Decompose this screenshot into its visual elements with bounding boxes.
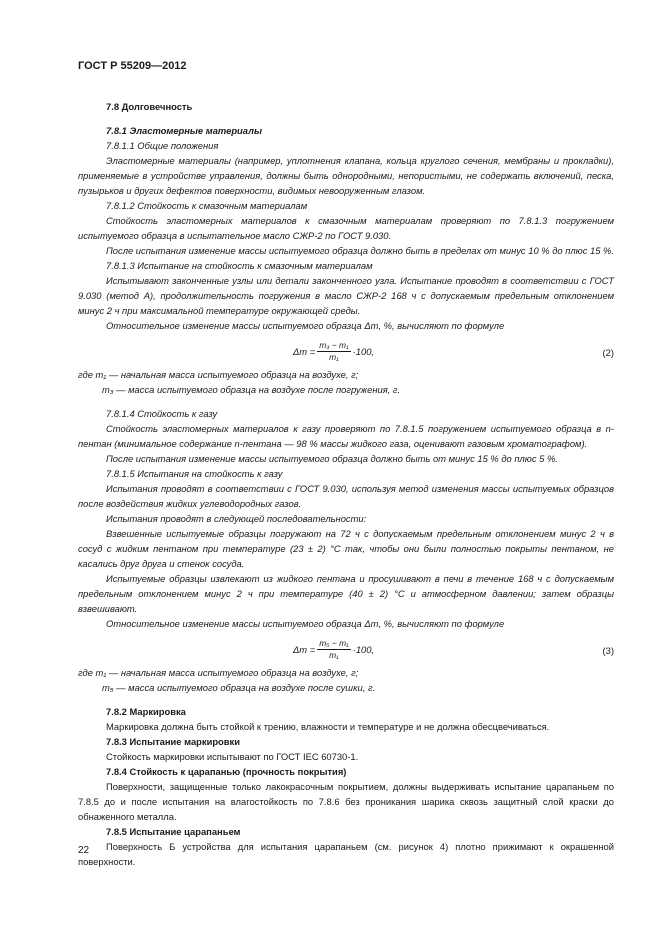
paragraph: После испытания изменение массы испытуемого образца должно быть в пределах от минус 10 % до плюс 15 %.: [106, 245, 614, 256]
paragraph: Относительное изменение массы испытуемого образца Δm, %, вычисляют по формуле: [106, 320, 505, 331]
formula-numerator: m₅ − m₁: [319, 638, 349, 648]
paragraph: Поверхности, защищенные только лакокрасочным покрытием, должны выдерживать испытание царапаньем по 7.8.5 до и после испытания на влагостойкость по 7.8.6 без проникания шарика сквозь защитный слой краски до обнаженного металла.: [78, 781, 614, 822]
section-heading: 7.8.2 Маркировка: [106, 706, 186, 717]
paragraph: Маркировка должна быть стойкой к трению, влажности и температуре и не должна обесцвечиваться.: [106, 721, 550, 732]
paragraph: Испытания проводят в следующей последовательности:: [106, 513, 367, 524]
section-heading: 7.8.4 Стойкость к царапанью (прочность покрытия): [106, 766, 347, 777]
formula-fraction: [317, 638, 351, 661]
formula-number: (3): [602, 645, 614, 656]
section-heading: 7.8 Долговечность: [106, 101, 193, 112]
formula-denominator: m₁: [329, 352, 339, 362]
section-heading: 7.8.1.2 Стойкость к смазочным материалам: [106, 200, 308, 211]
formula-fraction: [317, 340, 350, 363]
section-heading: 7.8.1.4 Стойкость к газу: [106, 408, 218, 419]
document-body: [78, 90, 614, 869]
paragraph: Испытывают законченные узлы или детали законченного узла. Испытание проводят в соответствии с ГОСТ 9.030 (метод А), продолжительность погружения в масло СЖР-2 168 ч с допускаемым предельным отклонением минус 2 ч при максимальной температуре окружающей среды.: [78, 275, 614, 316]
formula-denominator: m₁: [329, 650, 339, 660]
section-heading: 7.8.3 Испытание маркировки: [106, 736, 241, 747]
paragraph: Стойкость маркировки испытывают по ГОСТ IEC 60730-1.: [106, 751, 359, 762]
section-heading: 7.8.1.1 Общие положения: [106, 140, 219, 151]
paragraph: Поверхность Б устройства для испытания царапаньем (см. рисунок 4) плотно прижимают к окрашенной поверхности.: [78, 841, 614, 867]
paragraph: Относительное изменение массы испытуемого образца Δm, %, вычисляют по формуле: [106, 618, 505, 629]
paragraph: Стойкость эластомерных материалов к смазочным материалам проверяют по 7.8.1.3 погружением испытуемого образца в испытательное масло СЖР-2 по ГОСТ 9.030.: [78, 215, 614, 241]
section-heading: 7.8.1.5 Испытания на стойкость к газу: [106, 468, 283, 479]
paragraph: Испытания проводят в соответствии с ГОСТ 9.030, используя метод изменения массы испытуемых образцов после воздействия жидких углеводородных газов.: [78, 483, 614, 509]
paragraph: Испытуемые образцы извлекают из жидкого пентана и просушивают в печи в течение 168 ч с допускаемым предельным отклонением минус 2 ч при температуре (40 ± 2) °С и атмосферном давлении; затем образцы взвешивают.: [78, 573, 614, 614]
formula-rhs: ·100,: [352, 346, 375, 357]
document-header: ГОСТ Р 55209—2012: [78, 60, 187, 72]
formula-number: (2): [602, 347, 614, 358]
section-heading: 7.8.1.3 Испытание на стойкость к смазочным материалам: [106, 260, 373, 271]
paragraph: Стойкость эластомерных материалов к газу проверяют по 7.8.1.5 погружением испытуемого образца в n-пентан (минимальное содержание n-пентана — 98 % массы жидкого газа, оценивают газовым хроматографом).: [78, 423, 614, 449]
formula-legend: m₃ — масса испытуемого образца на воздухе после погружения, г.: [102, 384, 401, 395]
formula: [78, 337, 614, 365]
paragraph: После испытания изменение массы испытуемого образца должно быть от минус 15 % до плюс 5 %.: [106, 453, 558, 464]
section-heading: 7.8.1 Эластомерные материалы: [106, 125, 262, 136]
paragraph: Взвешенные испытуемые образцы погружают на 72 ч с допускаемым предельным отклонением минус 2 ч в сосуд с жидким пентаном при температуре (23 ± 2) °С так, чтобы они были полностью покрыты пентаном, не касались друг друга и стенок сосуда.: [78, 528, 614, 569]
formula-legend: m₅ — масса испытуемого образца на воздухе после сушки, г.: [102, 682, 376, 693]
section-heading: 7.8.5 Испытание царапаньем: [106, 826, 241, 837]
page-number: 22: [78, 845, 90, 856]
paragraph: Эластомерные материалы (например, уплотнения клапана, кольца круглого сечения, мембраны и прокладки), применяемые в устройстве управления, должны быть однородными, непористыми, не содержать включений, песка, пузырьков и других дефектов поверхности, видимых невооруженным глазом.: [78, 155, 614, 196]
formula-lhs: Δm =: [293, 346, 316, 357]
formula-legend: где m₁ — начальная масса испытуемого образца на воздухе, г;: [78, 667, 359, 678]
formula: [78, 635, 614, 663]
formula-lhs: Δm =: [293, 644, 316, 655]
formula-rhs: ·100,: [352, 644, 375, 655]
formula-numerator: m₃ − m₁: [319, 340, 349, 350]
formula-legend: где m₁ — начальная масса испытуемого образца на воздухе, г;: [78, 369, 359, 380]
